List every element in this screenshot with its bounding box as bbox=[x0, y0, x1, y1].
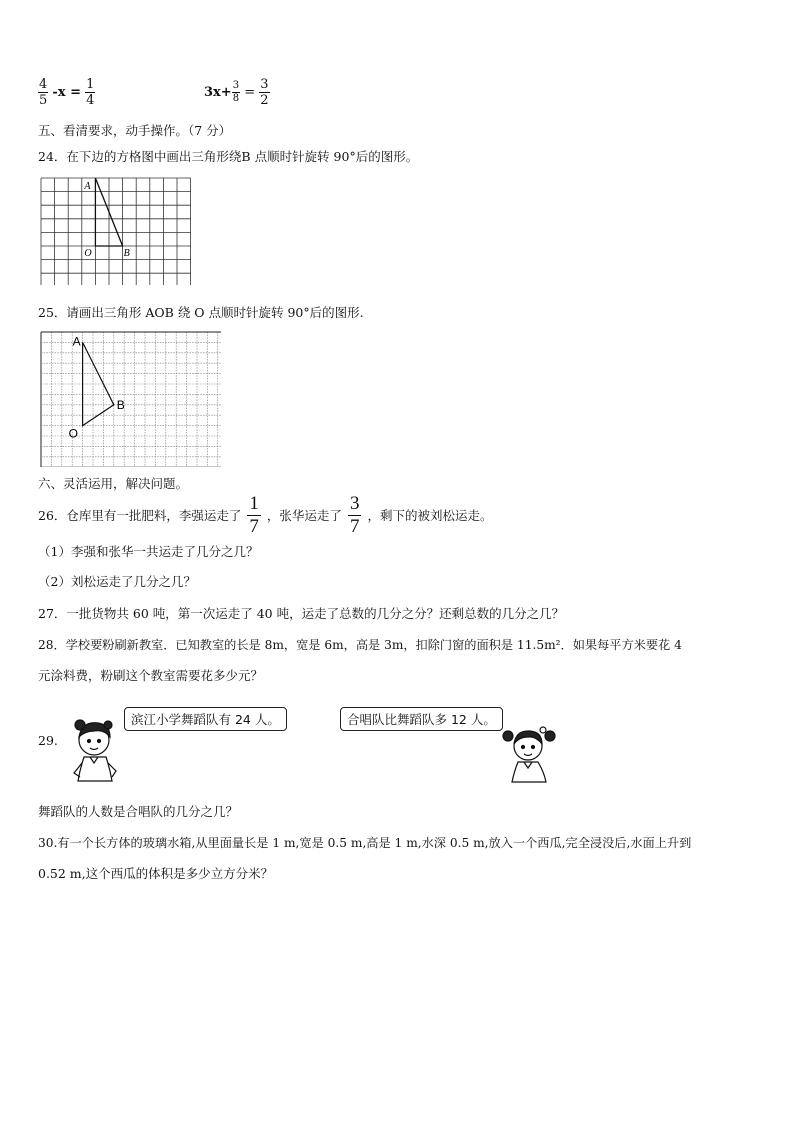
fraction bbox=[38, 78, 48, 107]
denominator: 4 bbox=[86, 93, 95, 108]
equation-middle: -x = bbox=[52, 85, 81, 100]
q26-part3: ，剩下的被刘松运走。 bbox=[367, 508, 493, 523]
section-5-title: 五、看清要求，动手操作。（7 分） bbox=[38, 123, 232, 138]
numerator: 1 bbox=[86, 77, 95, 92]
q25-grid-figure bbox=[40, 331, 221, 467]
girl-illustration-left bbox=[68, 713, 126, 783]
numerator: 3 bbox=[260, 77, 269, 92]
q24-grid-figure bbox=[40, 177, 192, 285]
q24-label-b: B bbox=[123, 248, 130, 259]
q26-sub-2: （2）刘松运走了几分之几？ bbox=[38, 574, 196, 589]
q26-sub-1: （1）李强和张华一共运走了几分之几？ bbox=[38, 544, 259, 559]
fraction bbox=[85, 78, 95, 107]
q24-label-o: O bbox=[84, 248, 92, 259]
question-24: 24．在下边的方格图中画出三角形绕B 点顺时针旋转 90°后的图形。 bbox=[38, 149, 419, 164]
q29-number: 29. bbox=[38, 733, 58, 748]
denominator: 7 bbox=[349, 516, 360, 537]
numerator: 3 bbox=[232, 80, 240, 91]
question-25: 25．请画出三角形 AOB 绕 O 点顺时针旋转 90°后的图形. bbox=[38, 305, 364, 320]
speech-bubble-left: 滨江小学舞蹈队有 24 人。 bbox=[124, 707, 287, 731]
q25-label-a: A bbox=[72, 334, 81, 349]
equation-1 bbox=[38, 78, 95, 107]
speech-bubble-right: 合唱队比舞蹈队多 12 人。 bbox=[340, 707, 503, 731]
denominator: 7 bbox=[249, 516, 259, 537]
fraction bbox=[232, 81, 240, 104]
question-28-line1: 28．学校要粉刷新教室．已知教室的长是 8m，宽是 6m，高是 3m，扣除门窗的面积是 11.5m²．如果每平方米要花 4 bbox=[38, 638, 682, 652]
question-30-line1: 30.有一个长方体的玻璃水箱,从里面量长是 1 m,宽是 0.5 m,高是 1 m,水深 0.5 m,放入一个西瓜,完全浸没后,水面上升到 bbox=[38, 836, 692, 850]
question-27: 27．一批货物共 60 吨，第一次运走了 40 吨，运走了总数的几分之分？还剩总数的几分之几？ bbox=[38, 606, 565, 621]
fraction bbox=[259, 78, 269, 107]
q24-grid-lines bbox=[41, 178, 191, 285]
question-26 bbox=[38, 494, 492, 536]
q26-part2: ，张华运走了 bbox=[266, 508, 342, 523]
q25-label-b: B bbox=[116, 397, 125, 412]
girl-illustration-right bbox=[500, 722, 562, 784]
numerator: 1 bbox=[249, 493, 259, 514]
denominator: 5 bbox=[39, 93, 48, 108]
denominator: 2 bbox=[260, 93, 269, 108]
q29-question: 舞蹈队的人数是合唱队的几分之几？ bbox=[38, 804, 239, 819]
equation-2 bbox=[204, 78, 270, 107]
equals-sign: = bbox=[244, 85, 256, 100]
fraction bbox=[247, 494, 261, 536]
q24-label-a: A bbox=[84, 181, 91, 192]
section-6-title: 六、灵活运用，解决问题。 bbox=[38, 476, 189, 491]
numerator: 3 bbox=[349, 493, 360, 514]
question-30-line2: 0.52 m,这个西瓜的体积是多少立方分米？ bbox=[38, 866, 274, 881]
q26-part1: 26．仓库里有一批肥料，李强运走了 bbox=[38, 508, 242, 523]
denominator: 8 bbox=[232, 93, 240, 104]
question-28-line2: 元涂料费，粉刷这个教室需要花多少元？ bbox=[38, 668, 264, 683]
fraction bbox=[348, 494, 362, 536]
q25-grid-lines bbox=[41, 332, 221, 467]
equation-prefix: 3x+ bbox=[204, 85, 232, 100]
numerator: 4 bbox=[39, 77, 48, 92]
q25-label-o: O bbox=[68, 426, 78, 441]
